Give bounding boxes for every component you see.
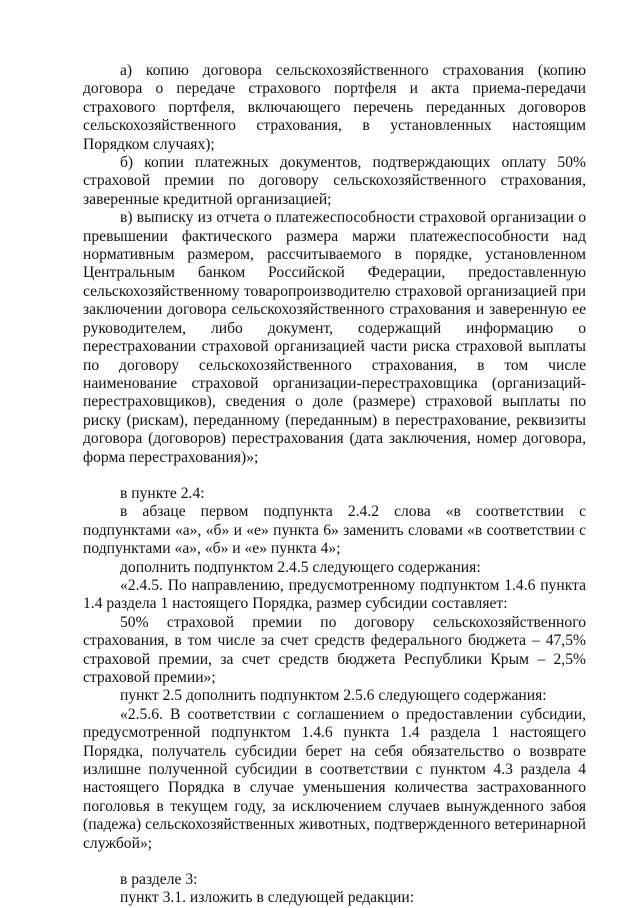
paragraph-v-solvency-report: в) выписку из отчета о платежеспособности страховой организации о превышении фактического размера маржи платежеспособности над нормативным размером, рассчитываемого в порядке, установленном Центральным банком Российской Федерации, предоставленную сельскохозяйственному товаропроизводителю страховой организацией при заключении договора сельскохозяйственного страхования и заверенную ее руководителем, либо документ, содержащий информацию о перестраховании страховой организацией части риска страховой выплаты по договору сельскохозяйственного страхования, в том числе наименование страховой организации-перестраховщика (организаций-перестраховщиков), сведения о доле (размере) страховой выплаты по риску (рискам), переданному (переданным) в перестрахование, реквизиты договора (договоров) перестрахования (дата заключения, номер договора, форма перестрахования)»; bbox=[83, 209, 586, 466]
paragraph-a-contract-copy: а) копию договора сельскохозяйственного страхования (копию договора о передаче страхового портфеля и акта приема-передачи страхового портфеля, включающего перечень переданных договоров сельскохозяйственного страхования, в установленных настоящим Порядком случаях); bbox=[83, 62, 586, 153]
spacer bbox=[83, 467, 586, 485]
paragraph-2-4-5-text: «2.4.5. По направлению, предусмотренному подпунктом 1.4.6 пункта 1.4 раздела 1 настоящего Порядка, размер субсидии составляет: bbox=[83, 576, 586, 613]
paragraph-add-2-4-5: дополнить подпунктом 2.4.5 следующего содержания: bbox=[120, 558, 481, 576]
paragraph-b-payment-docs: б) копии платежных документов, подтверждающих оплату 50% страховой премии по договору сельскохозяйственного страхования, заверенные кредитной организацией; bbox=[83, 154, 586, 208]
paragraph-subpoint-2-4-2: в абзаце первом подпункта 2.4.2 слова «в соответствии с подпунктами «а», «б» и «е» пункта 6» заменить словами «в соответствии с подпунктами «а», «б» и «е» пункта 4»; bbox=[83, 503, 586, 558]
spacer bbox=[83, 853, 586, 871]
paragraph-2-5-6-text: «2.5.6. В соответствии с соглашением о предоставлении субсидии, предусмотренной подпунктом 1.4.6 пункта 1.4 раздела 1 настоящего Порядка, получатель субсидии берет на себя обязательство о возврате излишне полученной субсидии в соответствии с пунктом 4.3 раздела 4 настоящего Порядка в случае уменьшения количества застрахованного поголовья в текущем году, за исключением случаев вынужденного забоя (падежа) сельскохозяйственных животных, подтвержденного ветеринарной службой»; bbox=[83, 705, 586, 852]
paragraph-point-3-1: пункт 3.1. изложить в следующей редакции: bbox=[120, 889, 415, 907]
paragraph-subsidy-percent: 50% страховой премии по договору сельскохозяйственного страхования, в том числе за счет средств федерального бюджета – 47,5% страховой премии, за счет средств бюджета Республики Крым – 2,5% страховой премии»; bbox=[83, 613, 586, 686]
paragraph-point-2-4: в пункте 2.4: bbox=[120, 484, 205, 502]
document-page bbox=[83, 62, 586, 908]
paragraph-add-2-5-6: пункт 2.5 дополнить подпунктом 2.5.6 следующего содержания: bbox=[120, 687, 547, 705]
paragraph-section-3: в разделе 3: bbox=[120, 871, 198, 889]
